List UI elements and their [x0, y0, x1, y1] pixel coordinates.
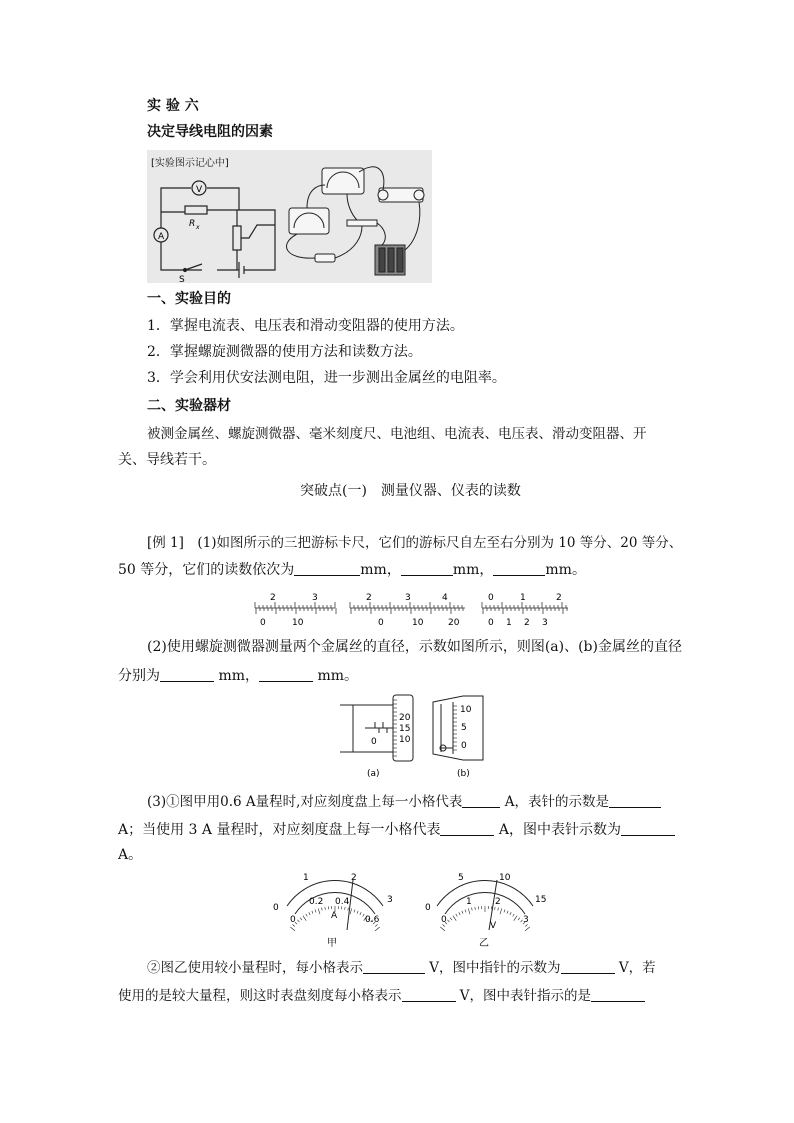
answer-blank[interactable] — [561, 957, 615, 974]
section-purpose-heading: 一、实验目的 — [147, 291, 231, 307]
answer-blank[interactable] — [621, 819, 675, 836]
answer-blank[interactable] — [401, 559, 453, 576]
meter-yi-unit: V — [490, 921, 497, 931]
answer-blank[interactable] — [609, 791, 661, 808]
caliper-1-main-label: 2 — [270, 593, 276, 603]
meter-scale-tick — [360, 912, 361, 915]
micrometer-a-mark: 15 — [399, 724, 411, 734]
example-para-4b: 使用的是较大量程，则这时表盘刻度每小格表示 V，图中表针指示的是 — [118, 985, 645, 1006]
meter-yi-inner: 1 — [466, 897, 472, 907]
answer-blank[interactable] — [462, 791, 500, 808]
meter-jia-inner: 0 — [290, 915, 296, 925]
meter-yi-outer: 15 — [535, 895, 547, 905]
meter-scale-tick — [514, 916, 517, 921]
meter-scale-tick — [315, 910, 316, 913]
meter-scale-tick — [348, 908, 349, 911]
micrometer-a-sleeve-zero: 0 — [371, 737, 377, 747]
micrometer-b-mark: 0 — [461, 741, 467, 751]
meter-scale-tick — [465, 910, 466, 913]
meter-jia-outer: 0 — [273, 903, 279, 913]
meter-jia-outer: 1 — [303, 873, 309, 883]
example-para-3a: (3)①图甲用0.6 A量程时,对应刻度盘上每一小格代表 A，表针的示数是 — [147, 791, 661, 812]
meter-yi-outer: 10 — [499, 873, 511, 883]
meter-scale-tick — [325, 907, 326, 910]
meter-yi-inner: 3 — [523, 915, 529, 925]
ammeter-label: A — [158, 232, 165, 242]
meter-scale-tick — [375, 927, 380, 931]
answer-blank[interactable] — [493, 559, 545, 576]
meter-jia-inner: 0.6 — [365, 915, 380, 925]
example-para-2b: 分别为 mm， mm。 — [118, 665, 358, 686]
meter-scale-tick — [354, 910, 355, 913]
micrometer-b-caption: (b) — [457, 769, 470, 779]
caliper-3-vernier-label: 2 — [524, 618, 530, 628]
meter-scale-tick — [525, 927, 530, 931]
meter-scale-tick — [300, 918, 302, 920]
resistor-subscript: x — [196, 224, 200, 231]
meter-scale-tick — [345, 907, 346, 910]
meter-scale-tick — [306, 914, 308, 917]
meter-scale-tick — [468, 908, 470, 914]
meter-scale-tick — [363, 914, 365, 917]
meter-scale-tick — [322, 908, 323, 911]
equipment-line: 被测金属丝、螺旋测微器、毫米刻度尺、电池组、电流表、电压表、滑动变阻器、开 — [147, 426, 647, 442]
meter-scale-tick — [475, 907, 476, 910]
example-para-4a: ②图乙使用较小量程时，每小格表示 V，图中指针的示数为 V，若 — [147, 957, 656, 978]
caliper-1-vernier-label: 10 — [292, 618, 304, 628]
meter-scale-tick — [500, 908, 502, 914]
caliper-3-vernier-label: 1 — [506, 618, 512, 628]
meter-jia-inner: 0.4 — [335, 897, 350, 907]
purpose-item: 1．掌握电流表、电压表和滑动变阻器的使用方法。 — [147, 318, 464, 334]
meter-scale-tick — [350, 908, 352, 914]
equipment-line: 关、导线若干。 — [118, 452, 216, 468]
meter-yi-caption: 乙 — [479, 938, 489, 949]
caliper-2-vernier-label: 10 — [412, 618, 424, 628]
figure-tag: [实验图示记心中] — [151, 158, 229, 169]
meters-figure — [265, 866, 565, 950]
caliper-2-main-label: 3 — [405, 593, 411, 603]
switch-label: S — [179, 275, 185, 283]
answer-blank[interactable] — [402, 985, 456, 1002]
vernier-calipers-figure — [250, 590, 580, 628]
meter-scale-tick — [510, 912, 511, 915]
meter-yi-inner: 2 — [495, 897, 501, 907]
meter-scale-tick — [495, 907, 496, 910]
micrometer-b-mark: 10 — [460, 705, 472, 715]
caliper-3-main-label: 0 — [488, 593, 494, 603]
meter-scale-tick — [440, 927, 445, 931]
meter-scale-tick — [513, 914, 515, 917]
meter-scale-tick — [357, 911, 358, 914]
answer-blank[interactable] — [591, 985, 645, 1002]
meter-scale-tick — [447, 920, 449, 922]
caliper-2-main-label: 2 — [366, 593, 372, 603]
meter-scale-tick — [297, 920, 299, 922]
meter-scale-tick — [456, 914, 458, 917]
caliper-2-vernier-label: 20 — [448, 618, 460, 628]
answer-blank[interactable] — [363, 957, 425, 974]
micrometer-a-caption: (a) — [367, 769, 380, 779]
experiment-title: 决定导线电阻的因素 — [147, 124, 273, 140]
example-para-3b: A；当使用 3 A 量程时，对应刻度盘上每一小格代表 A，图中表针示数为 — [118, 819, 675, 840]
example-para-3c: A。 — [118, 847, 143, 863]
micrometer-b-mark: 5 — [461, 723, 467, 733]
answer-blank[interactable] — [294, 559, 360, 576]
circuit-diagram — [147, 150, 432, 283]
meter-jia-inner: 0.2 — [309, 897, 324, 907]
breakpoint-title: 突破点(一) 测量仪器、仪表的读数 — [300, 483, 521, 499]
meter-scale-tick — [453, 916, 456, 921]
meter-scale-tick — [450, 918, 452, 920]
answer-blank[interactable] — [440, 819, 494, 836]
meter-scale-tick — [472, 908, 473, 911]
voltmeter-label: V — [196, 185, 203, 195]
meter-scale-tick — [290, 927, 295, 931]
caliper-3-main-label: 1 — [520, 593, 526, 603]
resistor-label: R — [189, 219, 196, 229]
meter-scale-tick — [498, 908, 499, 911]
caliper-2-main-label: 4 — [442, 593, 448, 603]
meter-scale-tick — [303, 916, 306, 921]
purpose-item: 2．掌握螺旋测微器的使用方法和读数方法。 — [147, 344, 422, 360]
meter-scale-tick — [462, 911, 463, 914]
experiment-number: 实 验 六 — [147, 98, 199, 114]
meter-jia-outer: 2 — [351, 873, 357, 883]
experiment-figure — [147, 150, 432, 283]
meter-jia-caption: 甲 — [327, 938, 337, 949]
example-para-1b: 50 等分，它们的读数依次为 mm， mm， mm。 — [118, 559, 586, 580]
caliper-3-vernier-label: 0 — [488, 618, 494, 628]
meter-scale-tick — [318, 908, 320, 914]
apparatus-sketch — [289, 168, 424, 275]
meter-scale-tick — [459, 912, 460, 915]
micrometer-a-mark: 10 — [399, 735, 411, 745]
meter-jia-unit: A — [331, 911, 338, 921]
section-equipment-heading: 二、实验器材 — [147, 398, 231, 414]
meter-jia-outer: 3 — [387, 895, 393, 905]
caliper-3-vernier-label: 3 — [542, 618, 548, 628]
caliper-1-vernier-label: 0 — [260, 618, 266, 628]
micrometer-a-mark: 20 — [399, 713, 411, 723]
meter-scale-tick — [504, 910, 505, 913]
answer-blank[interactable] — [259, 665, 313, 682]
meter-yi-outer: 0 — [425, 903, 431, 913]
answer-blank[interactable] — [160, 665, 214, 682]
meter-yi-inner: 0 — [441, 915, 447, 925]
caliper-2-vernier-label: 0 — [378, 618, 384, 628]
micrometers-figure — [335, 690, 495, 780]
caliper-3-main-label: 2 — [556, 593, 562, 603]
example-para-1a: [例 1] (1)如图所示的三把游标卡尺，它们的游标尺自左至右分别为 10 等分、20 等分、 — [147, 535, 683, 551]
meter-scale-tick — [518, 918, 520, 920]
meter-scale-tick — [309, 912, 310, 915]
purpose-item: 3．学会利用伏安法测电阻，进一步测出金属丝的电阻率。 — [147, 370, 506, 386]
meter-scale-tick — [312, 911, 313, 914]
meter-scale-tick — [507, 911, 508, 914]
meter-yi-outer: 5 — [458, 873, 464, 883]
caliper-1-main-label: 3 — [312, 593, 318, 603]
example-para-2a: (2)使用螺旋测微器测量两个金属丝的直径，示数如图所示，则图(a)、(b)金属丝的直径 — [147, 639, 682, 655]
